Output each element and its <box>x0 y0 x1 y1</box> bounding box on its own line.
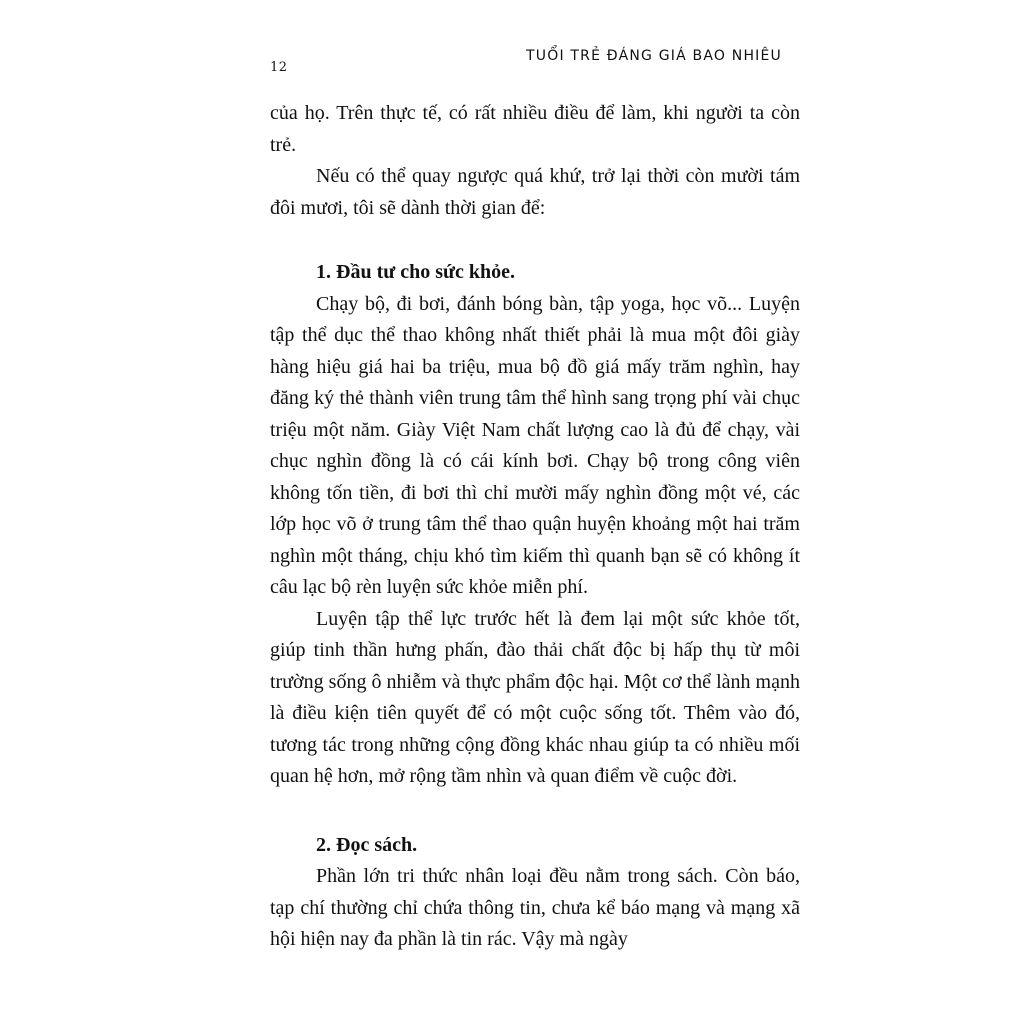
section-heading-reading: 2. Đọc sách. <box>316 833 418 856</box>
running-header-title: TUỔI TRẺ ĐÁNG GIÁ BAO NHIÊU <box>526 48 782 64</box>
page-number: 12 <box>270 60 288 75</box>
paragraph-reading: Phần lớn tri thức nhân loại đều nằm trong sách. Còn báo, tạp chí thường chỉ chứa thông tin, chưa kể báo mạng và mạng xã hội hiện nay đa phần là tin rác. Vậy mà ngày <box>270 865 800 950</box>
section-heading-health: 1. Đầu tư cho sức khỏe. <box>316 261 516 283</box>
paragraph-intro: Nếu có thể quay ngược quá khứ, trở lại thời còn mười tám đôi mươi, tôi sẽ dành thời gian để: <box>270 165 800 219</box>
page-body <box>270 98 800 956</box>
paragraph-continuation: của họ. Trên thực tế, có rất nhiều điều để làm, khi người ta còn trẻ. <box>270 102 800 156</box>
paragraph-fitness-benefits: Luyện tập thể lực trước hết là đem lại một sức khỏe tốt, giúp tinh thần hưng phấn, đào thải chất độc bị hấp thụ từ môi trường sống ô nhiễm và thực phẩm độc hại. Một cơ thể lành mạnh là điều kiện tiên quyết để có một cuộc sống tốt. Thêm vào đó, tương tác trong những cộng đồng khác nhau giúp ta có nhiều mối quan hệ hơn, mở rộng tầm nhìn và quan điểm về cuộc đời. <box>270 607 800 787</box>
paragraph-exercise: Chạy bộ, đi bơi, đánh bóng bàn, tập yoga, học võ... Luyện tập thể dục thể thao không nhất thiết phải là mua một đôi giày hàng hiệu giá hai ba triệu, mua bộ đồ giá mấy trăm nghìn, hay đăng ký thẻ thành viên trung tâm thể hình sang trọng phí vài chục triệu một năm. Giày Việt Nam chất lượng cao là đủ để chạy, vài chục nghìn đồng là có cái kính bơi. Chạy bộ trong công viên không tốn tiền, đi bơi thì chỉ mười mấy nghìn đồng một vé, các lớp học võ ở trung tâm thể thao quận huyện khoảng một hai trăm nghìn một tháng, chịu khó tìm kiếm thì quanh bạn sẽ có không ít câu lạc bộ rèn luyện sức khỏe miễn phí. <box>270 292 800 598</box>
